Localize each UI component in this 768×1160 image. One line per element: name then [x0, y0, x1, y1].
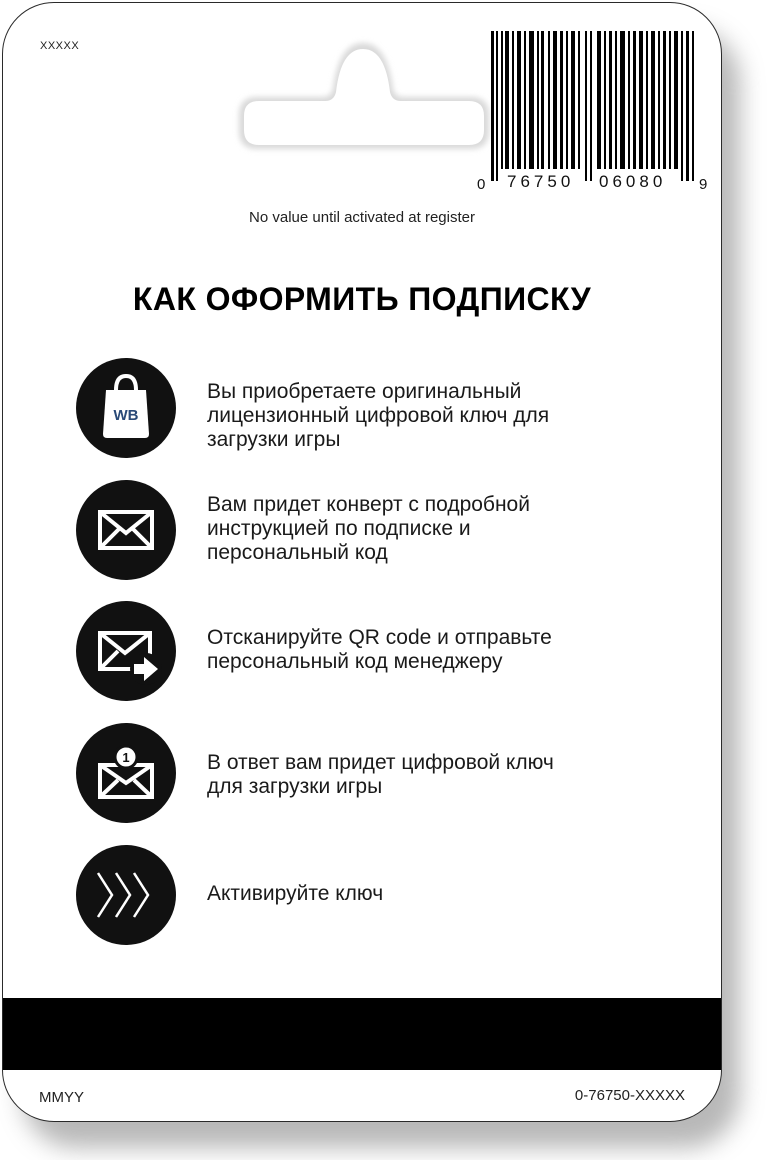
envelope-send-icon: [76, 601, 176, 701]
wb-badge: WB: [113, 407, 139, 424]
step-4-icon-circle: [76, 723, 176, 823]
step-3-text: [207, 626, 667, 674]
step-1-line-1: Вы приобретаете оригинальный: [207, 380, 522, 403]
barcode-bars: [491, 31, 695, 181]
step-2-icon-circle: [76, 480, 176, 580]
step-4-line-1: В ответ вам придет цифровой ключ: [207, 751, 554, 774]
step-3-line-2: персональный код менеджеру: [207, 650, 503, 673]
barcode: [477, 31, 713, 201]
footer-product-code: 0-76750-XXXXX: [574, 1087, 685, 1104]
barcode-digit-left: 0: [477, 176, 486, 193]
envelope-notification-icon: [76, 723, 176, 823]
barcode-group-right: 06080: [599, 172, 667, 191]
no-value-notice: No value until activated at register: [249, 209, 475, 226]
chevrons-right-icon: [76, 845, 176, 945]
magnetic-stripe-band: [3, 998, 721, 1070]
step-2-text: [207, 493, 667, 565]
step-4-line-2: для загрузки игры: [207, 775, 383, 798]
step-1-icon-circle: [76, 358, 176, 458]
top-code: XXXXX: [40, 40, 80, 52]
shopping-bag-icon: [76, 358, 176, 458]
step-1-text: [207, 380, 667, 452]
card-body: [2, 2, 722, 1122]
step-4-text: [207, 751, 667, 799]
step-3-icon-circle: [76, 601, 176, 701]
step-5-line-1: Активируйте ключ: [207, 882, 384, 905]
step-5-icon-circle: [76, 845, 176, 945]
barcode-group-left: 76750: [507, 172, 575, 191]
step-2-line-3: персональный код: [207, 541, 388, 564]
step-3-line-1: Отсканируйте QR code и отправьте: [207, 626, 552, 649]
notification-badge: 1: [122, 750, 130, 765]
step-4: [76, 723, 696, 823]
barcode-digit-right: 9: [699, 176, 708, 193]
step-5: [76, 845, 696, 945]
page-title: КАК ОФОРМИТЬ ПОДПИСКУ: [132, 281, 592, 317]
step-2-line-1: Вам придет конверт с подробной: [207, 493, 530, 516]
step-1-line-2: лицензионный цифровой ключ для: [207, 404, 550, 427]
step-5-text: [207, 882, 667, 906]
step-1-line-3: загрузки игры: [207, 428, 341, 451]
step-2-line-2: инструкцией по подписке и: [207, 517, 471, 540]
footer-date-code: MMYY: [39, 1089, 84, 1106]
step-3: [76, 601, 696, 701]
step-2: [76, 480, 696, 580]
envelope-icon: [76, 480, 176, 580]
step-1: [76, 358, 696, 458]
